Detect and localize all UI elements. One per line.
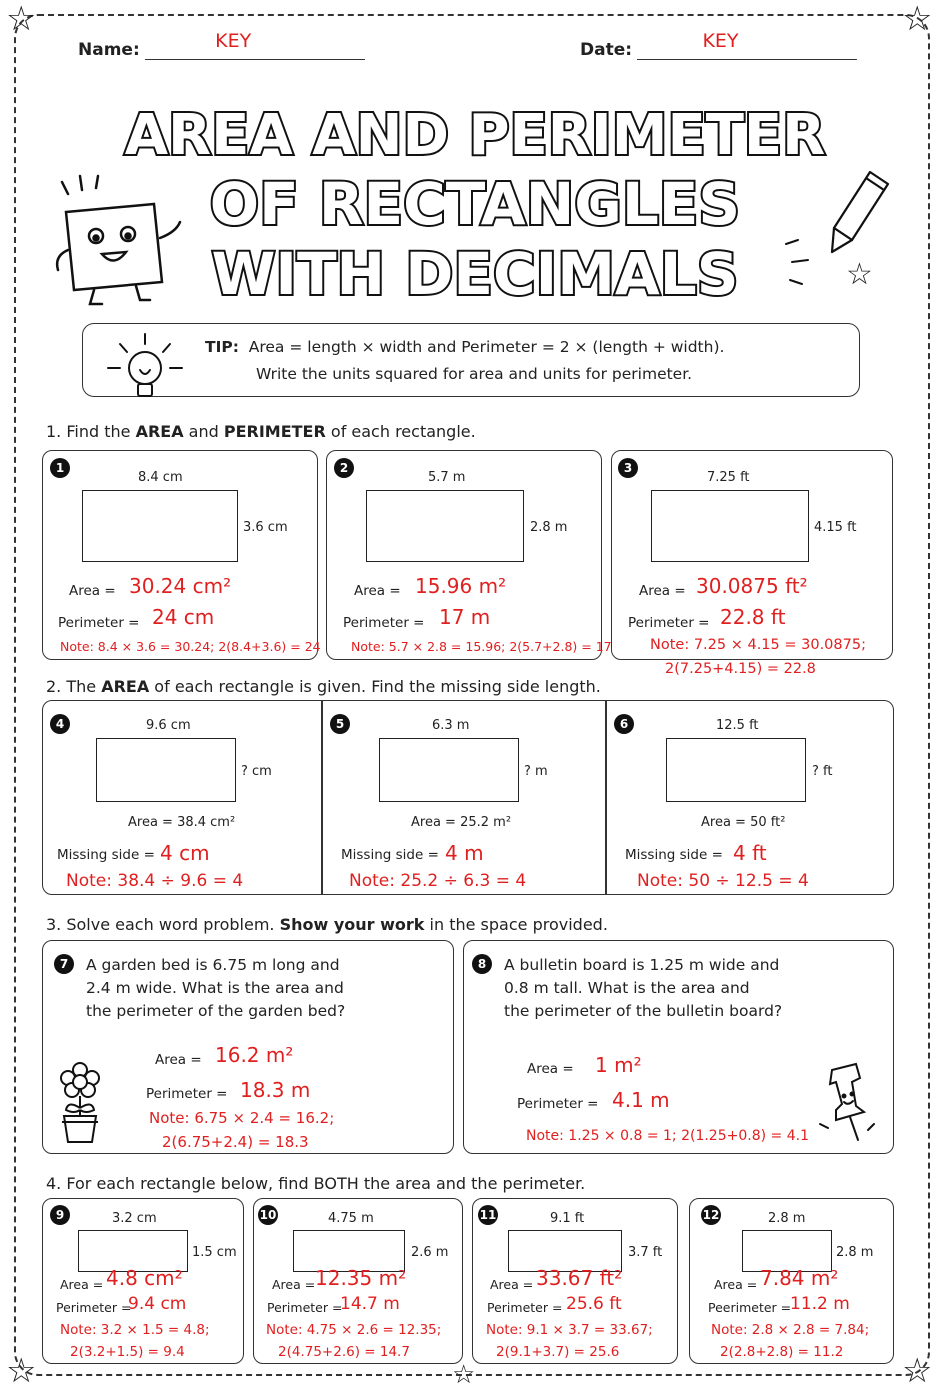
length-label: 7.25 ft xyxy=(707,470,750,485)
perimeter-answer: 4.1 m xyxy=(612,1088,670,1112)
section-1-heading: 1. Find the AREA and PERIMETER of each rectangle. xyxy=(46,422,476,441)
name-field xyxy=(78,30,365,60)
perimeter-label: Perimeter = xyxy=(517,1096,599,1112)
side-label: ? cm xyxy=(241,764,272,779)
star-icon: ☆ xyxy=(452,1360,476,1390)
flower-pot-icon xyxy=(52,1060,108,1146)
perimeter-answer: 18.3 m xyxy=(240,1078,311,1102)
star-icon: ☆ xyxy=(846,257,873,292)
width-label: 3.7 ft xyxy=(628,1245,663,1260)
length-label: 6.3 m xyxy=(432,718,470,733)
perimeter-answer: 25.6 ft xyxy=(566,1294,622,1314)
rectangle xyxy=(366,490,524,562)
answer-note: Note: 8.4 × 3.6 = 30.24; 2(8.4+3.6) = 24 xyxy=(60,639,321,654)
date-field xyxy=(580,30,857,60)
divider xyxy=(605,700,607,895)
word-problem-text: A garden bed is 6.75 m long and 2.4 m wide. What is the area and the perimeter of the garden bed? xyxy=(86,956,346,1020)
rectangle xyxy=(379,738,519,802)
answer-note: Note: 38.4 ÷ 9.6 = 4 xyxy=(66,871,244,891)
length-label: 9.1 ft xyxy=(550,1211,585,1226)
area-answer: 16.2 m² xyxy=(215,1043,294,1067)
width-label: 4.15 ft xyxy=(814,520,857,535)
star-icon: ☆ xyxy=(902,0,933,39)
rectangle-character-icon xyxy=(44,172,194,312)
answer-note: Note: 50 ÷ 12.5 = 4 xyxy=(637,871,809,891)
title-line-1: AREA AND PERIMETER xyxy=(124,103,826,168)
width-label: 1.5 cm xyxy=(192,1245,237,1260)
side-label: ? ft xyxy=(812,764,833,779)
problem-number: 2 xyxy=(334,458,354,478)
tip-box xyxy=(82,323,860,397)
title-line-3: WITH DECIMALS xyxy=(211,240,739,307)
length-label: 8.4 cm xyxy=(138,470,183,485)
width-label: 2.6 m xyxy=(411,1245,449,1260)
perimeter-answer: 22.8 ft xyxy=(720,605,786,629)
problem-number: 5 xyxy=(330,714,350,734)
answer-note: Note: 2.8 × 2.8 = 7.84; xyxy=(711,1322,870,1338)
tip-text-2: Write the units squared for area and units for perimeter. xyxy=(256,365,693,383)
tip-line-1 xyxy=(205,338,724,356)
section-4-heading: 4. For each rectangle below, find BOTH the area and the perimeter. xyxy=(46,1174,586,1193)
star-icon: ☆ xyxy=(902,1351,933,1391)
width-label: 3.6 cm xyxy=(243,520,288,535)
page-title xyxy=(90,92,860,307)
area-label: Area = xyxy=(60,1277,104,1292)
date-value: KEY xyxy=(702,30,739,52)
answer-note-2: 2(6.75+2.4) = 18.3 xyxy=(162,1133,309,1151)
name-value: KEY xyxy=(215,30,252,52)
answer-note-2: 2(3.2+1.5) = 9.4 xyxy=(70,1344,185,1360)
area-answer: 33.67 ft² xyxy=(536,1266,623,1290)
problem-number: 11 xyxy=(478,1205,498,1225)
answer-note: Note: 4.75 × 2.6 = 12.35; xyxy=(266,1322,442,1338)
problem-number: 6 xyxy=(614,714,634,734)
perimeter-label: Perimeter = xyxy=(58,615,140,631)
answer-note-2: 2(7.25+4.15) = 22.8 xyxy=(665,661,816,677)
area-answer: 15.96 m² xyxy=(415,574,507,598)
area-answer: 12.35 m² xyxy=(315,1266,407,1290)
perimeter-answer: 24 cm xyxy=(152,605,215,629)
perimeter-label: Peerimeter = xyxy=(708,1300,792,1315)
missing-side-answer: 4 m xyxy=(445,841,484,865)
perimeter-label: Perimeter = xyxy=(487,1300,563,1315)
answer-note: Note: 7.25 × 4.15 = 30.0875; xyxy=(650,637,866,653)
width-label: 2.8 m xyxy=(836,1245,874,1260)
area-label: Area = xyxy=(69,583,116,599)
perimeter-label: Perimeter = xyxy=(267,1300,343,1315)
problem-number: 12 xyxy=(701,1205,721,1225)
area-label: Area = xyxy=(272,1277,316,1292)
problem-number: 8 xyxy=(472,954,492,974)
perimeter-answer: 14.7 m xyxy=(340,1294,400,1314)
perimeter-answer: 11.2 m xyxy=(790,1294,850,1314)
problem-number: 10 xyxy=(258,1205,278,1225)
missing-side-answer: 4 cm xyxy=(160,841,210,865)
lightbulb-icon xyxy=(100,328,190,412)
tip-text-1: Area = length × width and Perimeter = 2 × (length + width). xyxy=(248,338,725,356)
area-label: Area = xyxy=(639,583,686,599)
length-label: 4.75 m xyxy=(328,1211,374,1226)
length-label: 2.8 m xyxy=(768,1211,806,1226)
length-label: 3.2 cm xyxy=(112,1211,157,1226)
area-answer: 30.24 cm² xyxy=(129,574,232,598)
title-line-2: OF RECTANGLES xyxy=(209,170,741,238)
perimeter-label: Perimeter = xyxy=(628,615,710,631)
word-problem-text: A bulletin board is 1.25 m wide and 0.8 m tall. What is the area and the perimeter of the bulletin board? xyxy=(504,956,783,1020)
rectangle xyxy=(82,490,238,562)
missing-side-label: Missing side = xyxy=(341,847,439,863)
side-label: ? m xyxy=(524,764,548,779)
rectangle xyxy=(666,738,806,802)
width-label: 2.8 m xyxy=(530,520,568,535)
missing-side-label: Missing side = xyxy=(57,847,155,863)
rectangle xyxy=(96,738,236,802)
given-area: Area = 25.2 m² xyxy=(411,815,512,830)
answer-note-2: 2(2.8+2.8) = 11.2 xyxy=(720,1344,844,1360)
problem-number: 3 xyxy=(618,458,638,478)
date-label: Date: xyxy=(580,40,633,60)
problem-number: 7 xyxy=(54,954,74,974)
problem-number: 4 xyxy=(50,714,70,734)
rectangle xyxy=(651,490,809,562)
section-3-heading: 3. Solve each word problem. Show your work in the space provided. xyxy=(46,915,608,934)
area-label: Area = xyxy=(354,583,401,599)
sparkle-lines xyxy=(782,230,822,290)
perimeter-answer: 17 m xyxy=(439,605,491,629)
answer-note: Note: 1.25 × 0.8 = 1; 2(1.25+0.8) = 4.1 xyxy=(526,1128,809,1144)
area-answer: 4.8 cm² xyxy=(106,1266,183,1290)
pencil-icon xyxy=(826,166,896,256)
missing-side-label: Missing side = xyxy=(625,847,723,863)
star-icon: ☆ xyxy=(6,1351,37,1391)
tip-label: TIP: xyxy=(205,338,239,356)
answer-note-2: 2(4.75+2.6) = 14.7 xyxy=(278,1344,410,1360)
answer-note: Note: 9.1 × 3.7 = 33.67; xyxy=(486,1322,653,1338)
area-answer: 1 m² xyxy=(595,1053,642,1077)
missing-side-answer: 4 ft xyxy=(733,841,767,865)
area-label: Area = xyxy=(527,1061,574,1077)
area-label: Area = xyxy=(155,1052,202,1068)
answer-note: Note: 6.75 × 2.4 = 16.2; xyxy=(149,1109,335,1127)
length-label: 5.7 m xyxy=(428,470,466,485)
answer-note: Note: 5.7 × 2.8 = 15.96; 2(5.7+2.8) = 17 xyxy=(351,639,612,654)
area-answer: 30.0875 ft² xyxy=(696,574,808,598)
answer-note: Note: 3.2 × 1.5 = 4.8; xyxy=(60,1322,210,1338)
pushpin-icon xyxy=(816,1060,880,1146)
length-label: 9.6 cm xyxy=(146,718,191,733)
area-label: Area = xyxy=(490,1277,534,1292)
length-label: 12.5 ft xyxy=(716,718,759,733)
area-answer: 7.84 m² xyxy=(760,1266,839,1290)
problem-number: 1 xyxy=(50,458,70,478)
divider xyxy=(321,700,323,895)
area-label: Area = xyxy=(714,1277,758,1292)
given-area: Area = 50 ft² xyxy=(701,815,786,830)
perimeter-label: Perimeter = xyxy=(146,1086,228,1102)
answer-note: Note: 25.2 ÷ 6.3 = 4 xyxy=(349,871,527,891)
perimeter-label: Perimeter = xyxy=(343,615,425,631)
perimeter-answer: 9.4 cm xyxy=(128,1294,187,1314)
star-icon: ☆ xyxy=(6,0,37,39)
name-label: Name: xyxy=(78,40,140,60)
answer-note-2: 2(9.1+3.7) = 25.6 xyxy=(496,1344,620,1360)
perimeter-label: Perimeter = xyxy=(56,1300,132,1315)
problem-number: 9 xyxy=(50,1205,70,1225)
section-2-heading: 2. The AREA of each rectangle is given. Find the missing side length. xyxy=(46,677,601,696)
given-area: Area = 38.4 cm² xyxy=(128,815,236,830)
